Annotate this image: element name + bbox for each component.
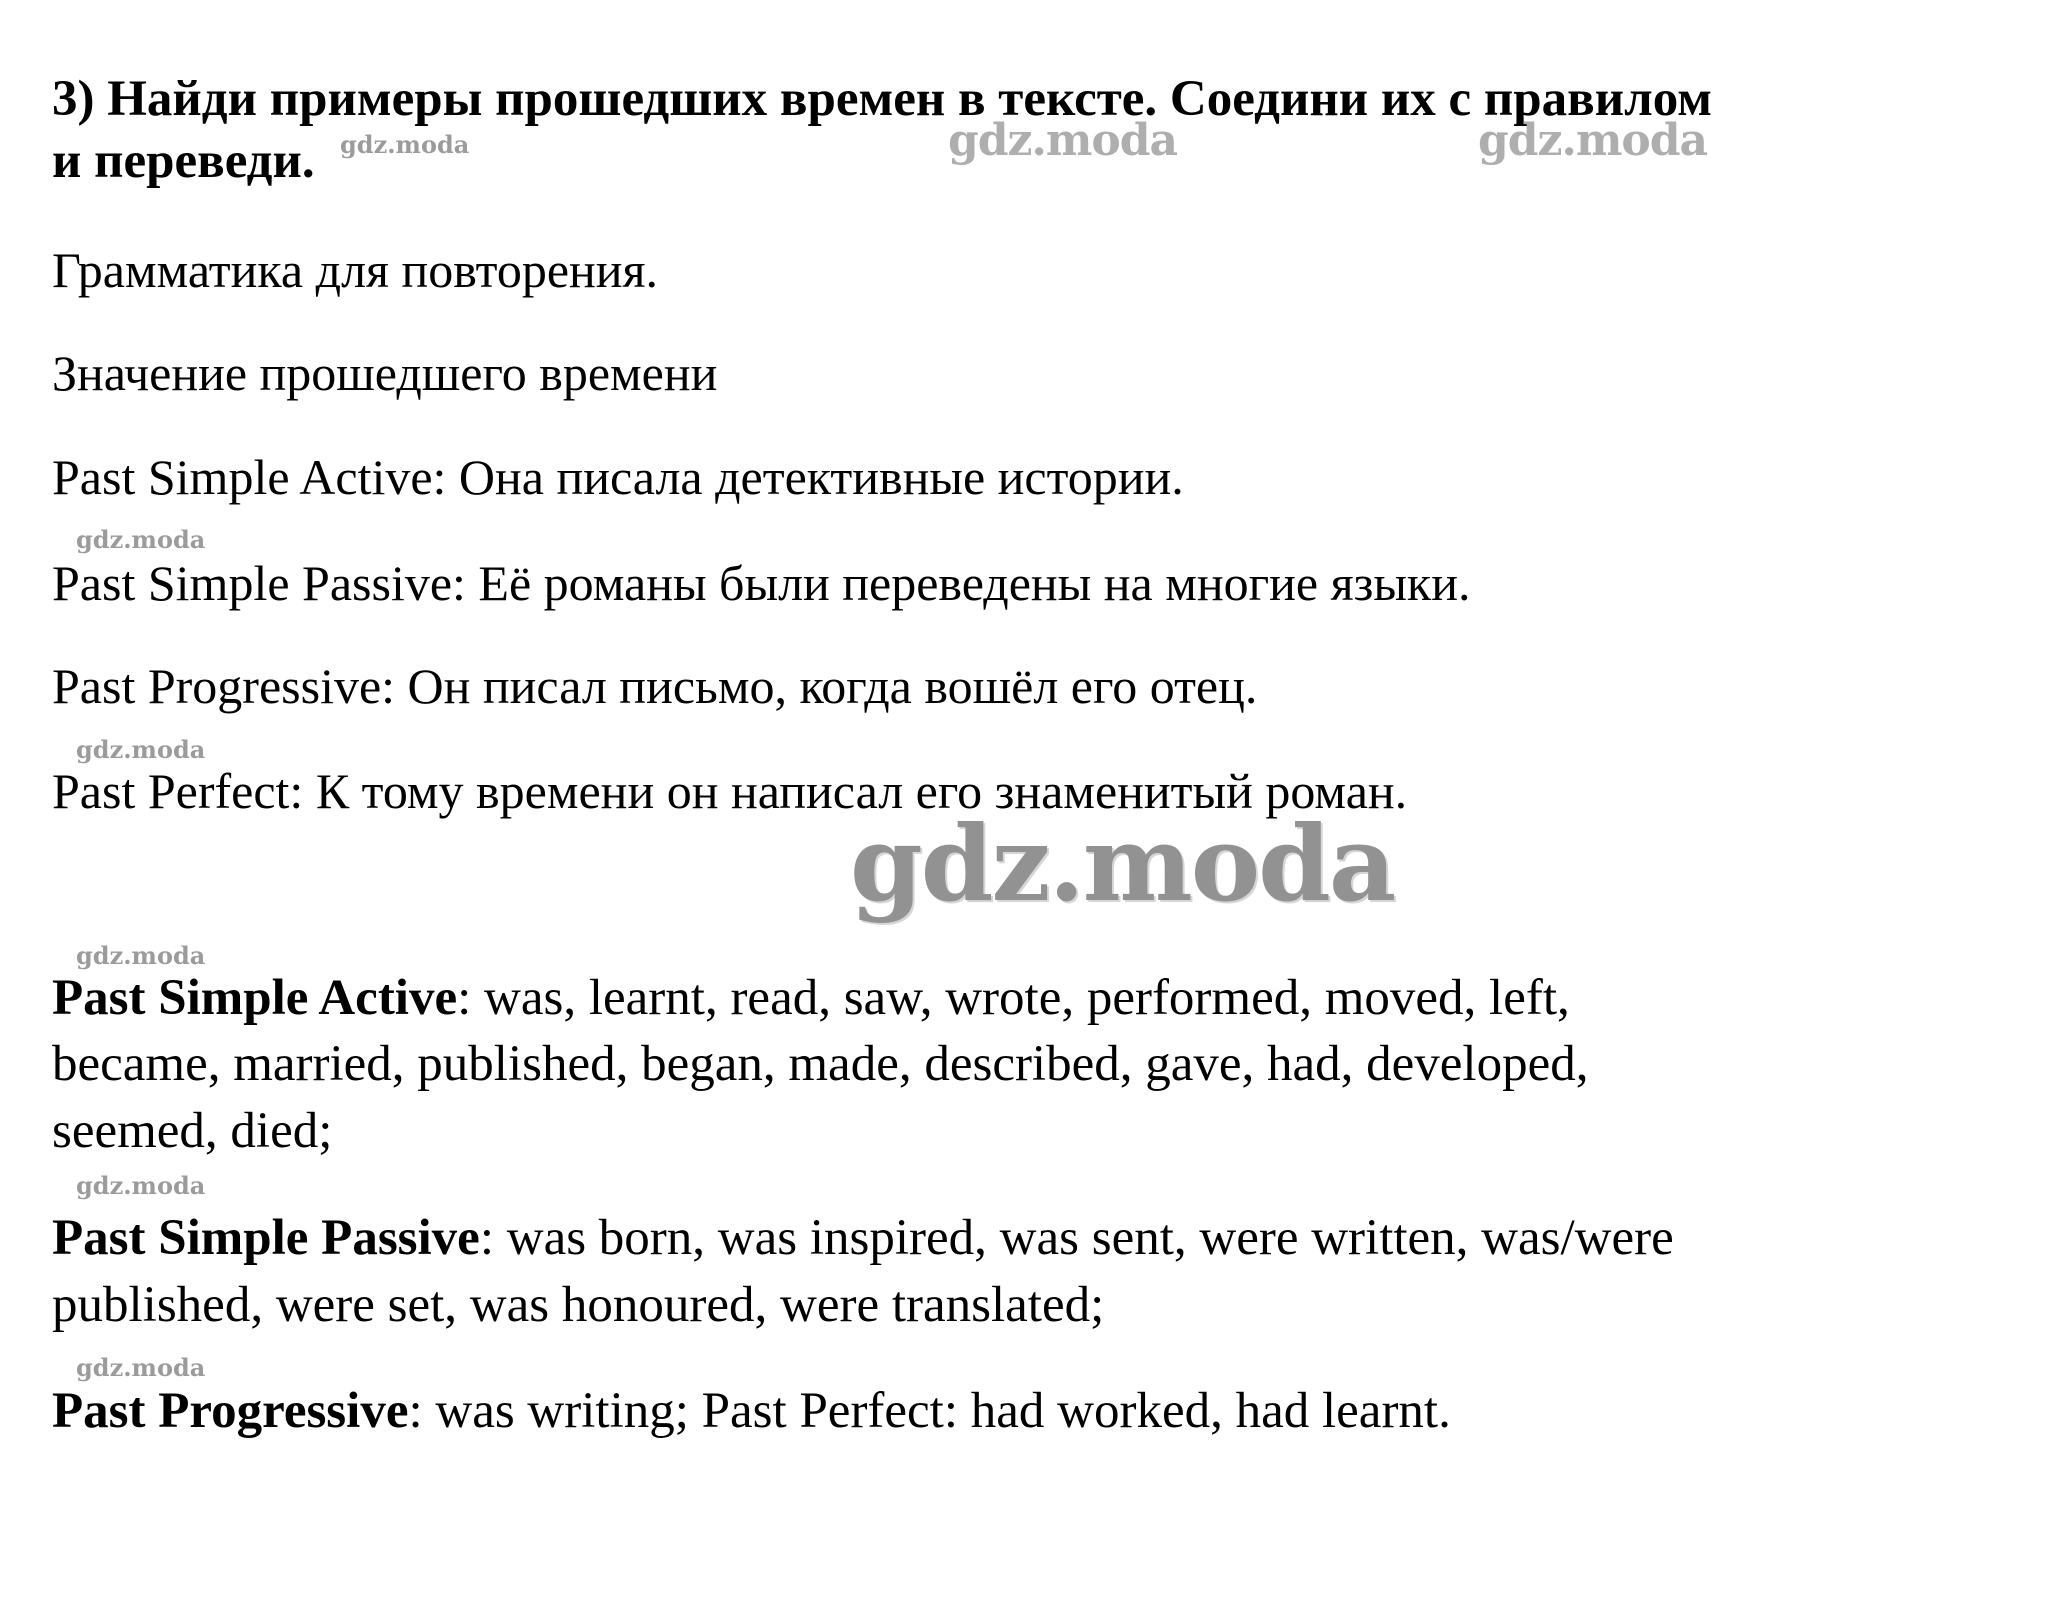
- example-past-progressive: Past Progressive: Он писал письмо, когда вошёл его отец.: [52, 658, 1258, 714]
- answer-past-progressive-text: : was writing; Past Perfect: had worked, had learnt.: [408, 1383, 1451, 1439]
- answer-past-progressive-label: Past Progressive: [52, 1383, 409, 1439]
- watermark-logo: gdz.moda: [76, 941, 206, 970]
- grammar-review-title: Грамматика для повторения.: [52, 242, 659, 298]
- watermark-logo: gdz.moda: [1478, 115, 1708, 166]
- answer-past-simple-active-line-2: became, married, published, began, made, described, gave, had, developed,: [52, 1036, 1589, 1092]
- answer-past-simple-passive-line-1: [52, 1210, 1674, 1266]
- watermark-logo: gdz.moda: [76, 735, 206, 764]
- answer-past-simple-passive-line-2: published, were set, was honoured, were translated;: [52, 1277, 1105, 1333]
- answer-past-simple-active-line-3: seemed, died;: [52, 1103, 333, 1159]
- example-past-perfect: Past Perfect: К тому времени он написал его знаменитый роман.: [52, 763, 1408, 819]
- watermark-logo: gdz.moda: [948, 115, 1178, 166]
- answer-past-simple-passive-text: : was born, was inspired, was sent, were written, was/were: [479, 1210, 1674, 1266]
- watermark-logo: gdz.moda: [76, 1353, 206, 1382]
- answer-past-progressive-line-1: [52, 1383, 1451, 1439]
- watermark-logo-large: gdz.moda: [850, 802, 1395, 925]
- example-past-simple-active: Past Simple Active: Она писала детективные истории.: [52, 449, 1184, 505]
- example-past-simple-passive: Past Simple Passive: Её романы были переведены на многие языки.: [52, 555, 1471, 611]
- watermark-logo: gdz.moda: [76, 1171, 206, 1200]
- answer-past-simple-active-text: : was, learnt, read, saw, wrote, performed, moved, left,: [457, 970, 1570, 1026]
- task-heading-line-1: 3) Найди примеры прошедших времен в тексте. Соедини их с правилом: [52, 71, 1712, 127]
- past-meaning-title: Значение прошедшего времени: [52, 345, 718, 401]
- task-heading-line-2: и переведи.: [52, 133, 315, 189]
- watermark-logo: gdz.moda: [76, 525, 206, 554]
- watermark-logo: gdz.moda: [340, 130, 470, 159]
- answer-past-simple-active-line-1: [52, 970, 1570, 1026]
- answer-past-simple-passive-label: Past Simple Passive: [52, 1210, 480, 1266]
- answer-past-simple-active-label: Past Simple Active: [52, 970, 458, 1026]
